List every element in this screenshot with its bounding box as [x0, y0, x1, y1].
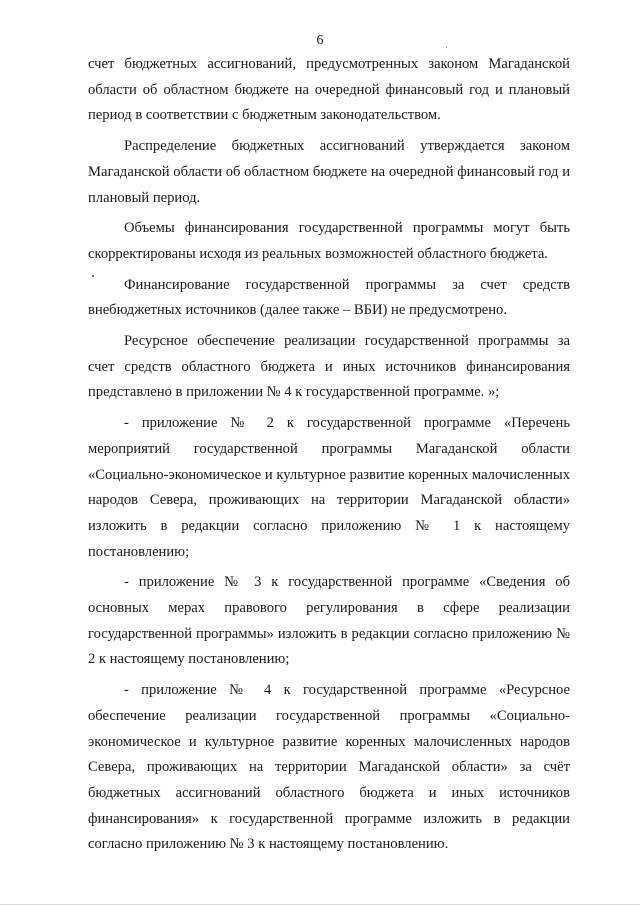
paragraph-extrabudgetary: Финансирование государственной программы за счет средств внебюджетных источников (далее также – ВБИ) не предусмотрено.	[88, 276, 570, 319]
paragraph-resource-provision: Ресурсное обеспечение реализации государственной программы за счет средств областного бюджета и иных источников финансирования представлено в приложении № 4 к государственной программе. »;	[88, 333, 570, 401]
scan-speck	[92, 275, 94, 277]
document-body	[88, 52, 570, 858]
list-item-appendix-4: - приложение № 4 к государственной программе «Ресурсное обеспечение реализации государственной программы «Социально-экономическое и культурное развитие коренных малочисленных народов Севера, проживающих на территории Магаданской области» за счёт бюджетных ассигнований областного бюджета и иных источников финансирования» к государственной программе изложить в редакции согласно приложению № 3 к настоящему постановлению.	[88, 682, 570, 853]
scan-speck	[446, 47, 447, 48]
list-item-appendix-2: - приложение № 2 к государственной программе «Перечень мероприятий государственной программы Магаданской области «Социально-экономическое и культурное развитие коренных малочисленных народов Севера, проживающих на территории Магаданской области» изложить в редакции согласно приложению № 1 к настоящему постановлению;	[88, 415, 570, 560]
paragraph-continuation: счет бюджетных ассигнований, предусмотренных законом Магаданской области об областном бюджете на очередной финансовый год и плановый период в соответствии с бюджетным законодательством.	[88, 56, 570, 124]
paragraph-funding-volumes: Объемы финансирования государственной программы могут быть скорректированы исходя из реальных возможностей областного бюджета.	[88, 220, 570, 262]
page-number: 6	[316, 33, 324, 48]
list-item-appendix-3: - приложение № 3 к государственной программе «Сведения об основных мерах правового регулирования в сфере реализации государственной программы» изложить в редакции согласно приложению № 2 к настоящему постановлению;	[88, 574, 570, 668]
paragraph-allocation: Распределение бюджетных ассигнований утверждается законом Магаданской области об областном бюджете на очередной финансовый год и плановый период.	[88, 138, 570, 206]
